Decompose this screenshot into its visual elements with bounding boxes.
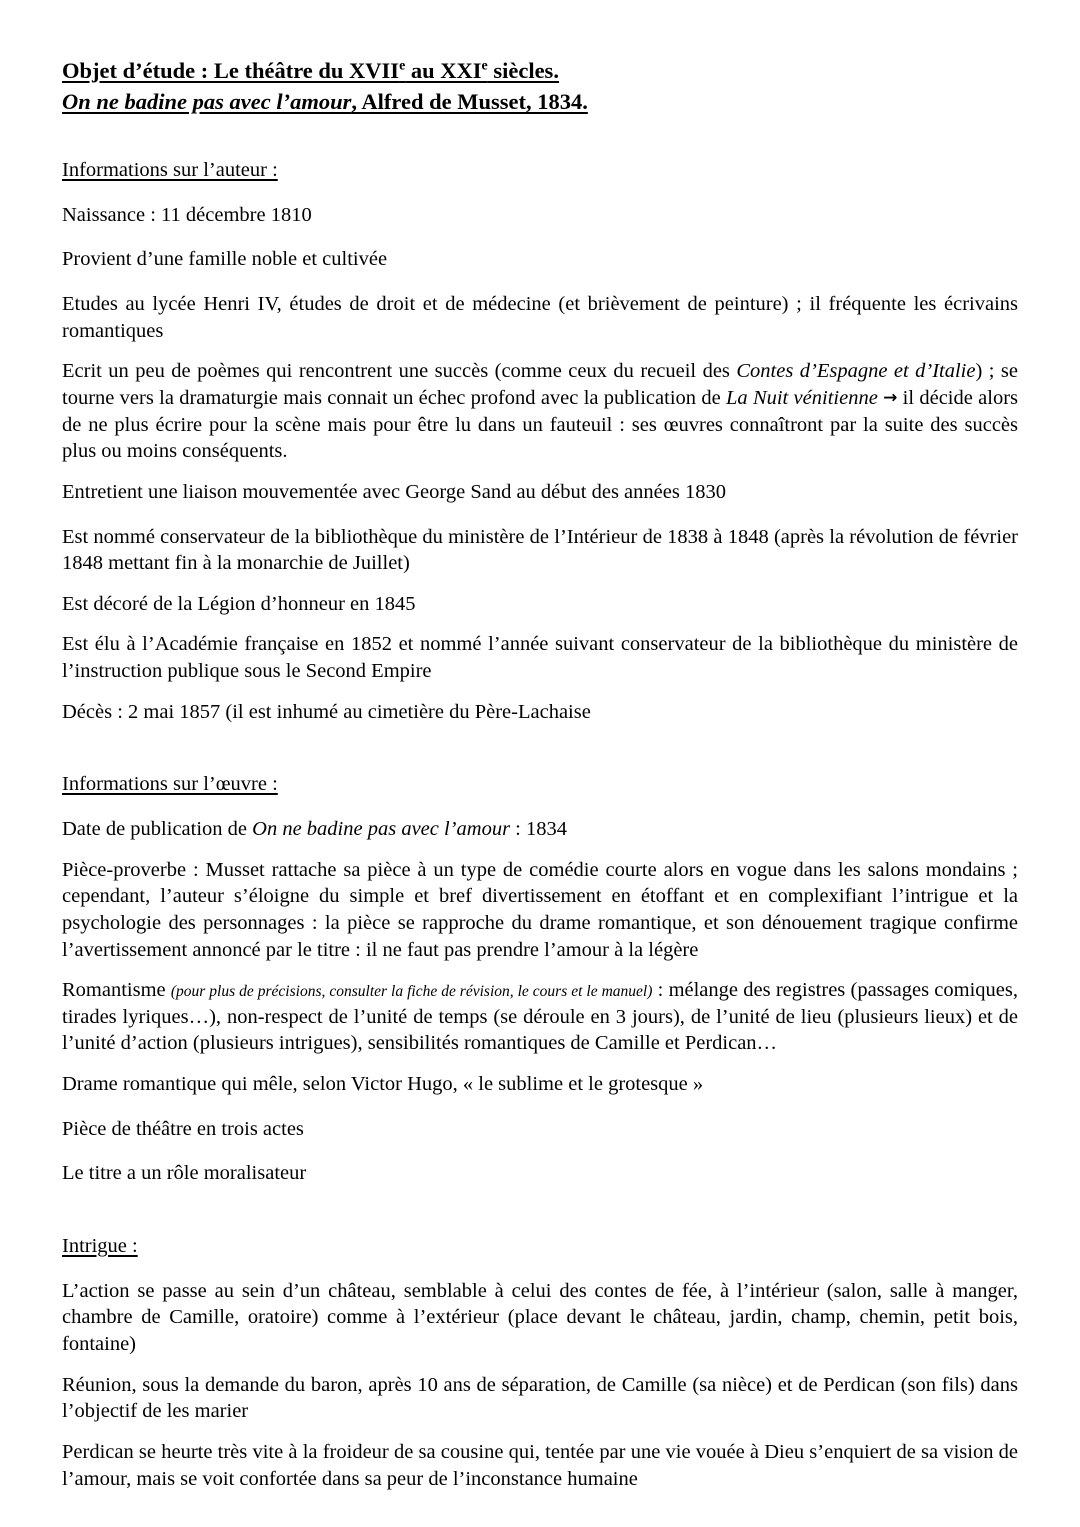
paragraph-lieu-action: L’action se passe au sein d’un château, semblable à celui des contes de fée, à l’intérieur (salon, salle à manger, chambre de Camille, oratoire) comme à l’extérieur (place devant le château, jardin, champ, chemin, petit bois, fontaine) — [62, 1279, 1018, 1355]
spacer — [62, 506, 1018, 524]
paragraph-titre-role: Le titre a un rôle moralisateur — [62, 1162, 307, 1185]
spacer — [62, 843, 1018, 857]
title-author-year: , Alfred de Musset, 1834. — [351, 89, 588, 115]
spacer — [62, 725, 1018, 771]
work-contes-espagne-italie: Contes d’Espagne et d’Italie — [736, 360, 976, 383]
section-heading-auteur: Informations sur l’auteur : — [62, 159, 278, 182]
spacer — [62, 465, 1018, 479]
title-superscript-xxi: e — [481, 58, 488, 74]
spacer — [62, 617, 1018, 631]
paragraph-george-sand: Entretient une liaison mouvementée avec George Sand au début des années 1830 — [62, 480, 726, 503]
title-superscript-xvii: e — [399, 58, 406, 74]
paragraph-hugo-quote: Drame romantique qui mêle, selon Victor Hugo, « le sublime et le grotesque » — [62, 1073, 704, 1096]
section-heading-intrigue: Intrigue : — [62, 1235, 138, 1258]
paragraph-publication-date — [62, 816, 1018, 843]
spacer — [62, 1187, 1018, 1233]
title-line-1-mid: au XXI — [405, 58, 482, 83]
spacer — [62, 577, 1018, 591]
pubdate-post: : 1834 — [510, 817, 567, 840]
romantisme-body: : mélange des registres (passages comiques, tirades lyriques…), non-respect de l’unité de temps (se déroule en 3 jours), de l’unité de lieu (plusieurs lieux) et de l’unité d’action (plusieurs intrigues), sensibilités romantiques de Camille et Perdican… — [62, 979, 1018, 1055]
page-title — [62, 55, 1018, 117]
work-nuit-venitienne: La Nuit vénitienne — [725, 386, 878, 409]
section-heading-oeuvre: Informations sur l’œuvre : — [62, 773, 278, 796]
spacer — [62, 1142, 1018, 1160]
poems-text-c: il décide alors de ne plus écrire pour la scène mais pour être lu dans un fauteuil : ses œuvres connaîtront par la suite des succès plus ou moins conséquents. — [62, 386, 1019, 463]
spacer — [62, 1425, 1018, 1439]
paragraph-legion-honneur: Est décoré de la Légion d’honneur en 1845 — [62, 592, 416, 615]
spacer — [62, 1358, 1018, 1372]
paragraph-family: Provient d’une famille noble et cultivée — [62, 248, 388, 271]
spacer — [62, 1057, 1018, 1071]
paragraph-poems — [62, 358, 1018, 465]
spacer — [62, 228, 1018, 246]
paragraph-reunion: Réunion, sous la demande du baron, après 10 ans de séparation, de Camille (sa nièce) et de Perdican (son fils) dans l’objectif de les marier — [62, 1373, 1018, 1423]
spacer — [62, 1098, 1018, 1116]
title-work-name: On ne badine pas avec l’amour — [62, 89, 352, 115]
paragraph-romantisme — [62, 977, 1018, 1057]
spacer — [62, 798, 1018, 816]
poems-text-a: Ecrit un peu de poèmes qui rencontrent une succès (comme ceux du recueil des — [62, 360, 737, 383]
spacer — [62, 685, 1018, 699]
pubdate-work-title: On ne badine pas avec l’amour — [252, 817, 511, 840]
spacer — [62, 184, 1018, 202]
spacer — [62, 963, 1018, 977]
paragraph-perdican-camille: Perdican se heurte très vite à la froideur de sa cousine qui, tentée par une vie vouée à Dieu s’enquiert de sa vision de l’amour, mais se voit confortée dans sa peur de l’inconstance humaine — [62, 1440, 1018, 1490]
title-line-2 — [62, 86, 1018, 117]
paragraph-studies: Etudes au lycée Henri IV, études de droit et de médecine (et brièvement de peinture) ; il fréquente les écrivains romantiques — [62, 293, 1018, 342]
title-line-1-post: siècles. — [487, 58, 559, 83]
romantisme-note: (pour plus de précisions, consulter la fiche de révision, le cours et le manuel) — [170, 983, 653, 1001]
spacer — [62, 1260, 1018, 1278]
poems-text-b: ) ; se tourne vers la dramaturgie mais connait un échec profond avec la publication de — [62, 360, 1018, 409]
pubdate-pre: Date de publication de — [62, 817, 253, 840]
spacer — [62, 273, 1018, 291]
paragraph-piece-proverbe: Pièce-proverbe : Musset rattache sa pièce à un type de comédie courte alors en vogue dans les salons mondains ; cependant, l’auteur s’éloigne du simple et bref divertissement en étoffant et en complexifiant l’intrigue et la psychologie des personnages : la pièce se rapproche du drame romantique, et son dénouement tragique confirme l’avertissement annoncé par le titre : il ne faut pas prendre l’amour à la légère — [62, 858, 1018, 961]
spacer — [62, 117, 1018, 157]
romantisme-label: Romantisme — [62, 979, 171, 1002]
paragraph-conservateur: Est nommé conservateur de la bibliothèque du ministère de l’Intérieur de 1838 à 1848 (après la révolution de février 1848 mettant fin à la monarchie de Juillet) — [62, 525, 1018, 575]
title-line-1-pre: Objet d’étude : Le théâtre du XVII — [62, 58, 400, 83]
paragraph-academie-francaise: Est élu à l’Académie française en 1852 et nommé l’année suivant conservateur de la bibliothèque du ministère de l’instruction publique sous le Second Empire — [62, 633, 1018, 683]
paragraph-trois-actes: Pièce de théâtre en trois actes — [62, 1117, 304, 1140]
paragraph-death: Décès : 2 mai 1857 (il est inhumé au cimetière du Père-Lachaise — [62, 700, 591, 723]
title-line-1 — [62, 55, 1018, 86]
paragraph-birth: Naissance : 11 décembre 1810 — [62, 203, 312, 226]
right-arrow-icon: → — [883, 387, 898, 408]
spacer — [62, 344, 1018, 358]
